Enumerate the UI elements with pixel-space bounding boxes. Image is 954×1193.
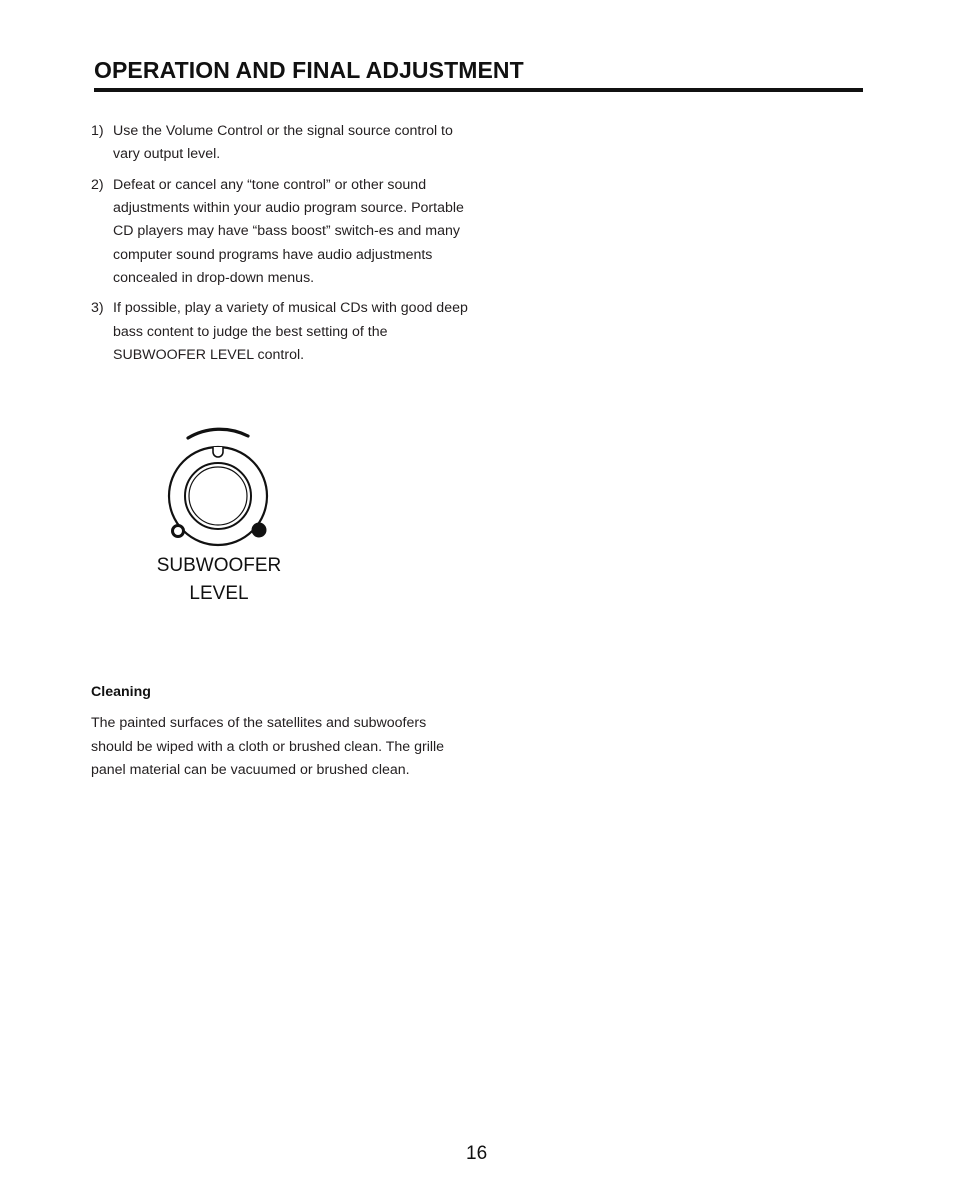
list-item [91,120,471,166]
cleaning-paragraph: The painted surfaces of the satellites and subwoofers should be wiped with a cloth or brushed clean. The grille panel material can be vacuumed or brushed clean. [91,715,445,778]
rotary-knob-icon [140,418,300,548]
step-number: 3) [91,300,104,317]
step-number: 2) [91,176,104,193]
page-title: OPERATION AND FINAL ADJUSTMENT [94,57,524,83]
knob-label-line2: LEVEL [189,583,249,604]
title-rule [94,88,863,92]
page-number: 16 [466,1143,488,1164]
instruction-list [91,120,471,375]
subwoofer-level-figure [140,418,300,613]
section-heading-cleaning: Cleaning [91,684,151,700]
list-item [91,297,471,367]
list-item [91,174,471,290]
step-text: Defeat or cancel any “tone control” or other sound adjustments within your audio program source. Portable CD players may have “bass boost” switch-es and many computer sound programs have audio adjustments concealed in drop-down menus. [113,176,464,286]
step-text: If possible, play a variety of musical CDs with good deep bass content to judge the best setting of the SUBWOOFER LEVEL control. [113,300,468,363]
step-number: 1) [91,123,104,139]
step-text: Use the Volume Control or the signal source control to vary output level. [113,123,453,163]
knob-label-line1: SUBWOOFER [156,555,282,576]
